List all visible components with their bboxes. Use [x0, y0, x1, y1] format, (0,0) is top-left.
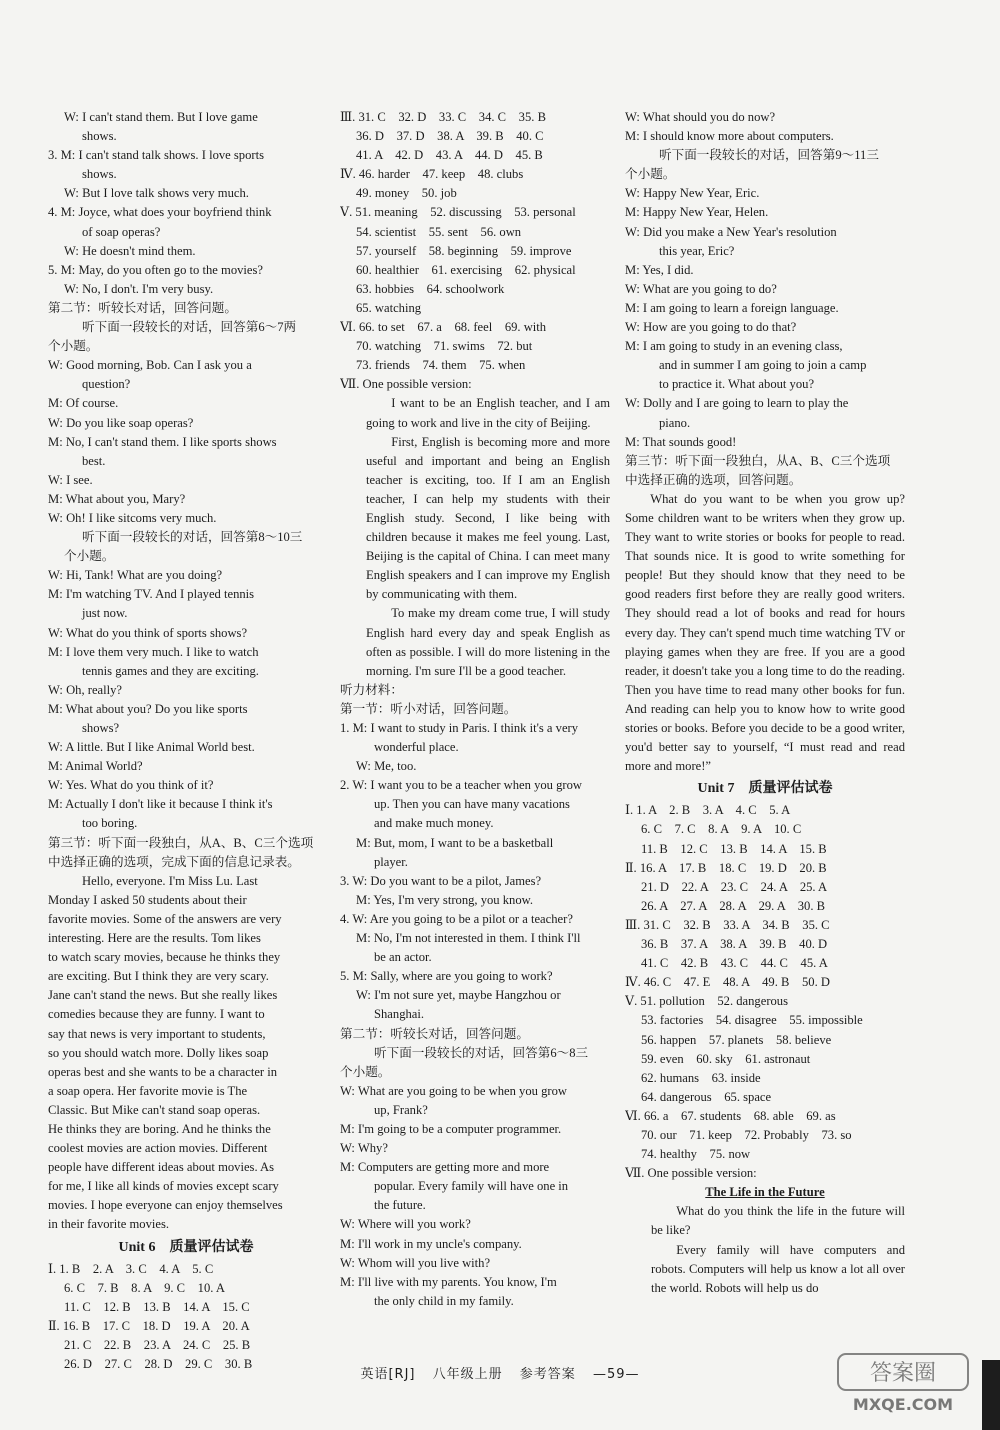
text-line: people have different ideas about movies. As	[48, 1160, 275, 1175]
essay-paragraph: First, English is becoming more and more useful and important and being an English teacher is exciting, too. If I am an English teacher, I can help my students with their English study. Second, I like being with children because it makes me feel young. Last, Beijing is the capital of China. I can meet many English speakers and I can improve my English by communicating with them.	[366, 434, 610, 602]
text-line: W: Do you like soap operas?	[48, 415, 194, 430]
text-line: 26. D 27. C 28. D 29. C 30. B	[64, 1357, 253, 1372]
text-line: 70. watching 71. swims 72. but	[356, 339, 533, 354]
text-line: M: Of course.	[48, 396, 119, 411]
text-line: to practice it. What about you?	[659, 377, 815, 392]
text-line: coolest movies are action movies. Different	[48, 1141, 268, 1156]
text-line: M: I'll work in my uncle's company.	[340, 1236, 522, 1251]
text-line: 59. even 60. sky 61. astronaut	[641, 1051, 811, 1066]
text-line: this year, Eric?	[659, 243, 735, 258]
text-line: 26. A 27. A 28. A 29. A 30. B	[641, 898, 826, 913]
text-line: 听下面一段较长的对话，回答第9～11三	[659, 148, 879, 163]
footer-grade: 八年级上册	[432, 1367, 503, 1382]
text-line: M: Computers are getting more and more	[340, 1160, 550, 1175]
text-line: tennis games and they are exciting.	[82, 663, 259, 678]
text-line: W: He doesn't mind them.	[64, 243, 196, 258]
text-line: 54. scientist 55. sent 56. own	[356, 224, 522, 239]
text-line: 11. C 12. B 13. B 14. A 15. C	[64, 1299, 250, 1314]
essay-paragraph: What do you think the life in the future will be like?	[651, 1204, 905, 1238]
text-line: 64. dangerous 65. space	[641, 1089, 772, 1104]
text-line: Ⅵ. 66. to set 67. a 68. feel 69. with	[340, 320, 547, 335]
text-line: 第三节：听下面一段独白，从A、B、C三个选项	[48, 835, 314, 850]
text-line: be an actor.	[374, 950, 432, 965]
sample-essay-future	[625, 1202, 905, 1297]
text-line: 听下面一段较长的对话，回答第8～10三	[82, 530, 303, 545]
text-line: shows?	[82, 721, 120, 735]
text-line: M: That sounds good!	[625, 434, 737, 449]
text-line: M: But, mom, I want to be a basketball	[356, 835, 554, 850]
text-line: of soap operas?	[82, 224, 161, 239]
text-line: M: Happy New Year, Helen.	[625, 205, 769, 220]
text-line: popular. Every family will have one in	[374, 1179, 569, 1194]
text-line: 70. our 71. keep 72. Probably 73. so	[641, 1127, 852, 1142]
text-line: 6. C 7. C 8. A 9. A 10. C	[641, 822, 802, 837]
text-line: W: Why?	[340, 1141, 388, 1156]
footer-subject: 英语[RJ]	[360, 1367, 416, 1382]
text-line: W: Oh, really?	[48, 682, 123, 697]
text-line: Shanghai.	[374, 1007, 425, 1022]
text-line: M: I should know more about computers.	[625, 129, 834, 144]
text-line: 4. W: Are you going to be a pilot or a teacher?	[340, 911, 573, 926]
text-line: 中选择正确的选项，完成下面的信息记录表。	[48, 854, 300, 869]
text-line: Ⅶ. One possible version:	[340, 377, 472, 392]
text-line: 53. factories 54. disagree 55. impossible	[641, 1013, 863, 1028]
text-line: Jane can't stand the news. But she really likes	[48, 988, 278, 1003]
text-line: just now.	[82, 606, 128, 621]
text-line: Ⅶ. One possible version:	[625, 1166, 757, 1181]
text-line: 21. D 22. A 23. C 24. A 25. A	[641, 879, 828, 894]
text-line: movies. I hope everyone can enjoy themselves	[48, 1198, 283, 1213]
text-line: Ⅵ. 66. a 67. students 68. able 69. as	[625, 1108, 836, 1123]
watermark-text-bottom: MXQE.COM	[852, 1395, 954, 1414]
text-line: up, Frank?	[374, 1102, 428, 1117]
unit6-answers-continued	[340, 108, 610, 394]
text-line: M: I'll live with my parents. You know, I'm	[340, 1274, 557, 1289]
text-line: say that news is very important to students,	[48, 1026, 266, 1041]
text-line: are exciting. But I think they are very scary.	[48, 969, 269, 984]
column-right	[625, 108, 905, 1298]
text-line: operas best and she wants to be a character in	[48, 1064, 278, 1079]
text-line: Ⅰ. 1. A 2. B 3. A 4. C 5. A	[625, 803, 791, 818]
text-line: W: Did you make a New Year's resolution	[625, 224, 837, 239]
text-line: a soap opera. Her favorite movie is The	[48, 1083, 248, 1098]
text-line: 36. B 37. A 38. A 39. B 40. D	[641, 937, 828, 952]
listening-script	[340, 681, 610, 1311]
text-line: M: I'm going to be a computer programmer.	[340, 1121, 562, 1136]
text-line: and in summer I am going to join a camp	[659, 358, 867, 373]
text-line: 1. M: I want to study in Paris. I think it's a very	[340, 721, 579, 735]
column-left	[48, 108, 324, 1374]
text-line: 21. C 22. B 23. A 24. C 25. B	[64, 1338, 251, 1352]
text-line: favorite movies. Some of the answers are very	[48, 911, 282, 926]
section-heading: Unit 6 质量评估试卷	[118, 1239, 254, 1255]
text-line: best.	[82, 453, 106, 468]
text-line: the future.	[374, 1198, 426, 1213]
text-line: 第一节：听小对话，回答问题。	[340, 701, 517, 716]
text-line: 中选择正确的选项，回答问题。	[625, 472, 802, 487]
text-line: 个小题。	[64, 549, 115, 564]
section-heading: Unit 7 质量评估试卷	[697, 781, 833, 797]
listening-script-continued	[625, 108, 905, 490]
text-line: in their favorite movies.	[48, 1217, 170, 1232]
text-line: 第三节：听下面一段独白，从A、B、C三个选项	[625, 453, 891, 468]
unit7-answers	[625, 779, 905, 1183]
essay-title: The Life in the Future	[705, 1185, 825, 1200]
text-line: W: Oh! I like sitcoms very much.	[48, 510, 217, 525]
text-line: 41. C 42. B 43. C 44. C 45. A	[641, 956, 828, 971]
text-line: 听力材料：	[340, 682, 403, 697]
text-line: 49. money 50. job	[356, 186, 457, 201]
text-line: 11. B 12. C 13. B 14. A 15. B	[641, 841, 827, 856]
text-line: W: I can't stand them. But I love game	[64, 110, 258, 124]
text-line: 57. yourself 58. beginning 59. improve	[356, 243, 572, 258]
text-line: 73. friends 74. them 75. when	[356, 358, 526, 373]
text-line: 65. watching	[356, 300, 422, 315]
text-line: M: I am going to learn a foreign language.	[625, 300, 839, 315]
text-line: 3. W: Do you want to be a pilot, James?	[340, 873, 542, 888]
text-line: W: Happy New Year, Eric.	[625, 186, 760, 201]
text-line: 5. M: Sally, where are you going to work?	[340, 969, 553, 984]
text-line: question?	[82, 377, 131, 392]
text-line: W: Where will you work?	[340, 1217, 471, 1232]
text-line: 36. D 37. D 38. A 39. B 40. C	[356, 129, 544, 144]
text-line: M: What about you, Mary?	[48, 491, 186, 506]
text-line: W: I'm not sure yet, maybe Hangzhou or	[356, 988, 561, 1003]
text-line: W: I see.	[48, 472, 93, 487]
text-line: Ⅱ. 16. B 17. C 18. D 19. A 20. A	[48, 1318, 250, 1333]
text-line: the only child in my family.	[374, 1293, 514, 1308]
column-middle	[340, 108, 610, 1311]
text-line: W: What should you do now?	[625, 110, 776, 124]
text-line: W: Good morning, Bob. Can I ask you a	[48, 358, 252, 373]
text-line: 74. healthy 75. now	[641, 1147, 751, 1162]
essay-paragraph: To make my dream come true, I will study English hard every day and speak English as often as possible. I will do more listening in the morning. I'm sure I'll be a good teacher.	[366, 606, 610, 678]
text-line: Hello, everyone. I'm Miss Lu. Last	[82, 873, 258, 888]
text-line: M: Animal World?	[48, 759, 143, 774]
page-number: —59—	[592, 1367, 640, 1382]
text-line: for me, I like all kinds of movies except scary	[48, 1179, 279, 1194]
essay-paragraph: Every family will have computers and robots. Computers will help us know a lot all over the world. Robots will help us do	[651, 1242, 905, 1295]
text-line: so you should watch more. Dolly likes soap	[48, 1045, 269, 1060]
text-line: 62. humans 63. inside	[641, 1070, 761, 1085]
text-line: 第二节：听较长对话，回答问题。	[340, 1026, 529, 1041]
text-line: piano.	[659, 415, 691, 430]
text-line: 41. A 42. D 43. A 44. D 45. B	[356, 148, 543, 163]
watermark-text-top: 答案圈	[869, 1361, 937, 1386]
text-line: W: A little. But I like Animal World best.	[48, 740, 255, 755]
text-line: player.	[374, 854, 408, 869]
text-line: W: Whom will you live with?	[340, 1255, 491, 1270]
text-line: M: I love them very much. I like to watch	[48, 644, 259, 659]
text-line: W: No, I don't. I'm very busy.	[64, 281, 214, 296]
text-line: Ⅲ. 31. C 32. B 33. A 34. B 35. C	[625, 917, 830, 932]
text-line: Ⅰ. 1. B 2. A 3. C 4. A 5. C	[48, 1261, 214, 1276]
text-line: 56. happen 57. planets 58. believe	[641, 1032, 832, 1047]
text-line: comedies because they are funny. I want to	[48, 1007, 265, 1022]
text-line: 5. M: May, do you often go to the movies?	[48, 262, 263, 277]
text-line: 个小题。	[48, 339, 99, 354]
text-line: W: What are you going to be when you grow	[340, 1083, 567, 1098]
text-line: W: Yes. What do you think of it?	[48, 778, 214, 793]
monologue-text: What do you want to be when you grow up? Some children want to be writers when they grow up. They want to write stories or books for people to read. That sounds nice. It is good to write something for people! But they should know that they need to be good readers first before they are really good writers. They should read a lot of books and read for hours every day. They can't spend much time watching TV or playing games when they are free. If you are a good reader, it doesn't take you a long time to do the reading. Then you have time to read many other books for fun. And reading can help you to know how to write good stories or books. Before you decide to be a good writer, you'd better say to yourself, “I must read and read more and more!”	[625, 491, 905, 774]
text-line: Monday I asked 50 students about their	[48, 892, 247, 907]
text-line: M: I am going to study in an evening class,	[625, 339, 843, 354]
text-line: Ⅲ. 31. C 32. D 33. C 34. C 35. B	[340, 110, 546, 124]
text-line: W: Hi, Tank! What are you doing?	[48, 568, 223, 583]
text-line: 3. M: I can't stand talk shows. I love sports	[48, 148, 264, 163]
text-line: 个小题。	[340, 1064, 391, 1079]
essay-paragraph: I want to be an English teacher, and I am going to work and live in the city of Beijing.	[366, 396, 610, 430]
text-line: M: Yes, I'm very strong, you know.	[356, 892, 534, 907]
text-line: 听下面一段较长的对话，回答第6～8三	[374, 1045, 589, 1060]
text-line: 第二节：听较长对话，回答问题。	[48, 300, 237, 315]
watermark-logo	[828, 1352, 978, 1416]
text-line: 听下面一段较长的对话，回答第6～7两	[82, 320, 297, 335]
text-line: Ⅳ. 46. harder 47. keep 48. clubs	[340, 167, 524, 182]
text-line: 63. hobbies 64. schoolwork	[356, 281, 505, 296]
text-line: Classic. But Mike can't stand soap operas.	[48, 1102, 261, 1117]
text-line: shows.	[82, 129, 117, 144]
text-line: 60. healthier 61. exercising 62. physical	[356, 262, 576, 277]
text-line: Ⅱ. 16. A 17. B 18. C 19. D 20. B	[625, 860, 827, 875]
text-line: W: Me, too.	[356, 759, 417, 774]
sample-essay-teacher	[340, 394, 610, 680]
text-line: shows.	[82, 167, 117, 182]
text-line: M: Actually I don't like it because I think it's	[48, 797, 273, 812]
text-line: Ⅳ. 46. C 47. E 48. A 49. B 50. D	[625, 975, 830, 990]
text-line: to watch scary movies, because he thinks they	[48, 950, 281, 965]
text-line: and make much money.	[374, 816, 494, 831]
text-line: W: Dolly and I are going to learn to play the	[625, 396, 849, 411]
text-line: Ⅴ. 51. meaning 52. discussing 53. personal	[340, 205, 576, 220]
text-line: interesting. Here are the results. Tom likes	[48, 931, 261, 946]
text-line: M: What about you? Do you like sports	[48, 701, 248, 716]
text-line: M: Yes, I did.	[625, 262, 694, 277]
text-line: M: No, I'm not interested in them. I think I'll	[356, 931, 581, 946]
text-line: 2. W: I want you to be a teacher when you grow	[340, 778, 583, 793]
footer-label: 参考答案	[519, 1367, 576, 1382]
text-line: M: I'm watching TV. And I played tennis	[48, 587, 255, 602]
text-line: up. Then you can have many vacations	[374, 797, 570, 812]
text-line: W: What are you going to do?	[625, 281, 777, 296]
text-line: W: How are you going to do that?	[625, 320, 797, 335]
text-line: He thinks they are boring. And he thinks the	[48, 1121, 271, 1136]
text-line: W: But I love talk shows very much.	[64, 186, 249, 201]
text-line: 个小题。	[625, 167, 676, 182]
text-line: 6. C 7. B 8. A 9. C 10. A	[64, 1280, 225, 1295]
text-line: Ⅴ. 51. pollution 52. dangerous	[625, 994, 789, 1009]
text-line: 4. M: Joyce, what does your boyfriend think	[48, 205, 272, 220]
text-line: too boring.	[82, 816, 138, 831]
text-line: wonderful place.	[374, 740, 459, 755]
text-line: M: No, I can't stand them. I like sports shows	[48, 434, 277, 449]
page-edge-shadow	[982, 1360, 1000, 1430]
text-line: W: What do you think of sports shows?	[48, 625, 248, 640]
